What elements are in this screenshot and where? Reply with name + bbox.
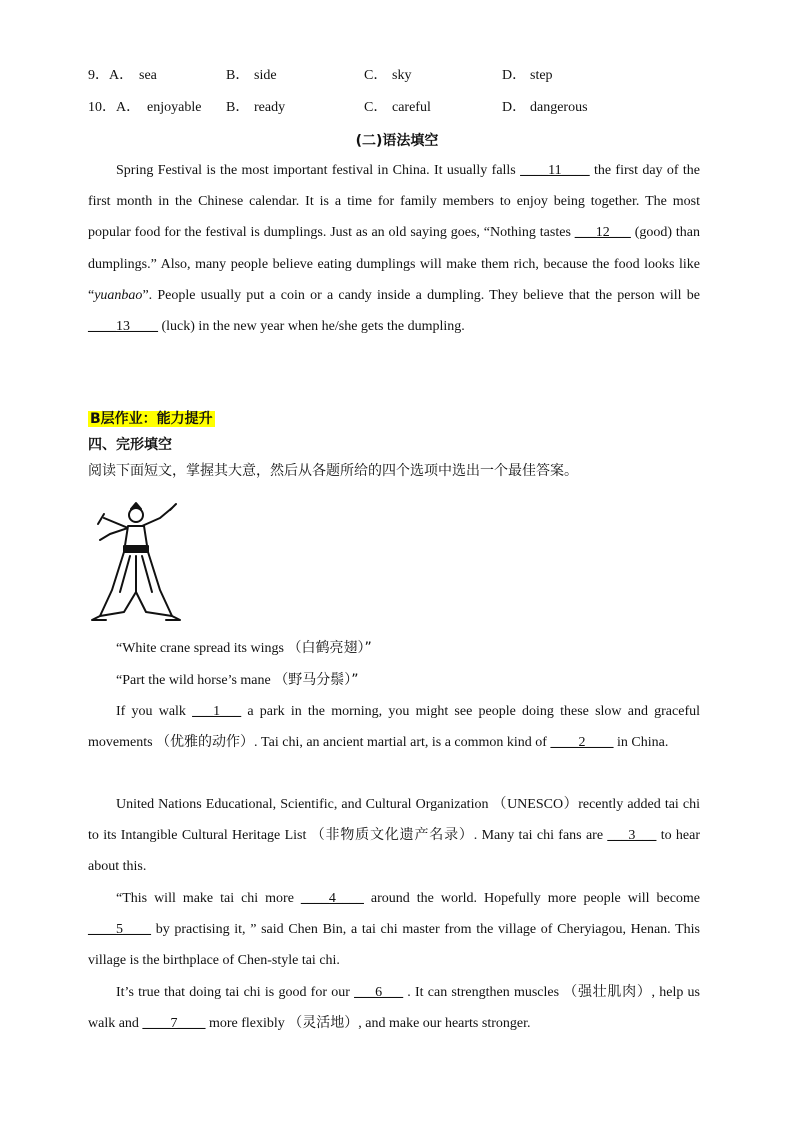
cloze-paragraph-1 — [88, 696, 700, 758]
cloze-text: If you walk — [116, 704, 186, 719]
cloze-text: . Tai chi, an ancient martial art, is a common kind of — [254, 735, 547, 751]
q9-label: 9．A． — [88, 68, 134, 83]
q10-option-a: enjoyable — [147, 100, 202, 115]
cloze-instruction: 阅读下面短文，掌握其大意，然后从各题所给的四个选项中选出一个最佳答案。 — [88, 463, 578, 479]
cloze-text: by practising it, ” said Chen Bin, a tai chi master from the village of Cheryiagou, Henan. This village is the birthplace of Chen-style tai chi. — [88, 922, 700, 969]
quote-wild-horse — [116, 671, 359, 690]
q9-option-d-label: D． — [502, 68, 527, 83]
cloze-text: a park in the morning, you might see people doing these slow and graceful movements — [88, 704, 700, 751]
cloze-paragraph-4 — [88, 977, 700, 1039]
cloze-chinese-note: （强壮肌肉） — [563, 984, 652, 1000]
cloze-text: . It can strengthen muscles — [407, 985, 560, 1000]
q9-option-c: sky — [392, 68, 412, 83]
q10-option-c: careful — [392, 100, 431, 115]
blank-12[interactable]: ___12___ — [574, 225, 631, 241]
grammar-text-5: (luck) in the new year when he/she gets the dumpling. — [161, 319, 465, 335]
cloze-paragraph-3 — [88, 883, 700, 977]
b-layer-heading — [88, 410, 215, 429]
quote-wild-horse-chinese: （野马分鬃）” — [274, 672, 359, 688]
grammar-text-3: (good) than dumplings.” Also, many people believe eating dumplings will make them rich, because the food looks like “ — [88, 225, 701, 303]
q10-option-d: dangerous — [530, 100, 588, 115]
q9-option-c-label: C． — [364, 68, 388, 83]
cloze-chinese-note: （非物质文化遗产名录） — [310, 827, 474, 844]
grammar-section-title — [0, 130, 794, 150]
blank-7[interactable]: ____7____ — [142, 1016, 206, 1032]
q9-option-a: sea — [139, 68, 157, 83]
tai-chi-figure-illustration — [90, 500, 182, 624]
grammar-text-2: the first day of the first month in the Chinese calendar. It is a time for family members to enjoy being together. The most popular food for the festival is dumplings. Just as an old saying goes, “Nothing tastes — [88, 163, 701, 241]
b-layer-label: B层作业：能力提升 — [90, 411, 213, 427]
quote-wild-horse-english: “Part the wild horse’s mane — [116, 673, 271, 688]
cloze-text: , help us walk and — [88, 985, 701, 1032]
cloze-paragraph-2 — [88, 789, 700, 883]
q10-label: 10．A． — [88, 100, 141, 115]
q9-option-d: step — [530, 68, 553, 83]
cloze-text: . Many tai chi fans are — [473, 828, 604, 844]
grammar-text-1: Spring Festival is the most important festival in China. It usually falls — [116, 163, 516, 178]
quote-white-crane-english: “White crane spread its wings — [116, 641, 284, 656]
cloze-text: around the world. Hopefully more people will become — [370, 891, 701, 906]
yuanbao-word: yuanbao — [94, 287, 143, 303]
grammar-title-text: (二)语法填空 — [355, 133, 439, 149]
cloze-text: more flexibly — [208, 1016, 285, 1032]
blank-13[interactable]: ____13____ — [88, 319, 158, 335]
q10-option-b-label: B． — [226, 100, 250, 115]
cloze-text: “This will make tai chi more — [116, 891, 294, 906]
q9-option-b-label: B． — [226, 68, 250, 83]
cloze-text: , and make our hearts stronger. — [358, 1016, 531, 1032]
quote-white-crane — [116, 639, 372, 658]
q10-option-b: ready — [254, 100, 286, 115]
cloze-text: United Nations Educational, Scientific, and Cultural Organization （UNESCO）recently added tai chi to its Intangible Cultural Heritage List — [88, 797, 700, 844]
cloze-text: in China. — [616, 735, 669, 751]
blank-2[interactable]: ____2____ — [550, 735, 614, 751]
section-four-heading: 四、完形填空 — [88, 437, 172, 453]
blank-11[interactable]: ____11____ — [520, 163, 590, 178]
q9-option-b: side — [254, 68, 277, 83]
cloze-chinese-note: （优雅的动作） — [156, 734, 255, 751]
grammar-text-4: ”. People usually put a coin or a candy inside a dumpling. They believe that the person will be — [142, 287, 700, 303]
blank-4[interactable]: ____4____ — [300, 891, 364, 906]
cloze-text: It’s true that doing tai chi is good for our — [116, 985, 350, 1000]
cloze-text: to hear about this. — [88, 828, 701, 875]
blank-3[interactable]: ___3___ — [607, 828, 657, 844]
blank-5[interactable]: ____5____ — [88, 922, 151, 938]
blank-1[interactable]: ___1___ — [192, 704, 242, 719]
q10-option-d-label: D． — [502, 100, 527, 115]
quote-white-crane-chinese: （白鹤亮翅）” — [287, 640, 372, 656]
blank-6[interactable]: ___6___ — [354, 985, 404, 1000]
cloze-chinese-note: （灵活地） — [288, 1015, 359, 1032]
q10-option-c-label: C． — [364, 100, 388, 115]
grammar-paragraph — [88, 155, 700, 342]
